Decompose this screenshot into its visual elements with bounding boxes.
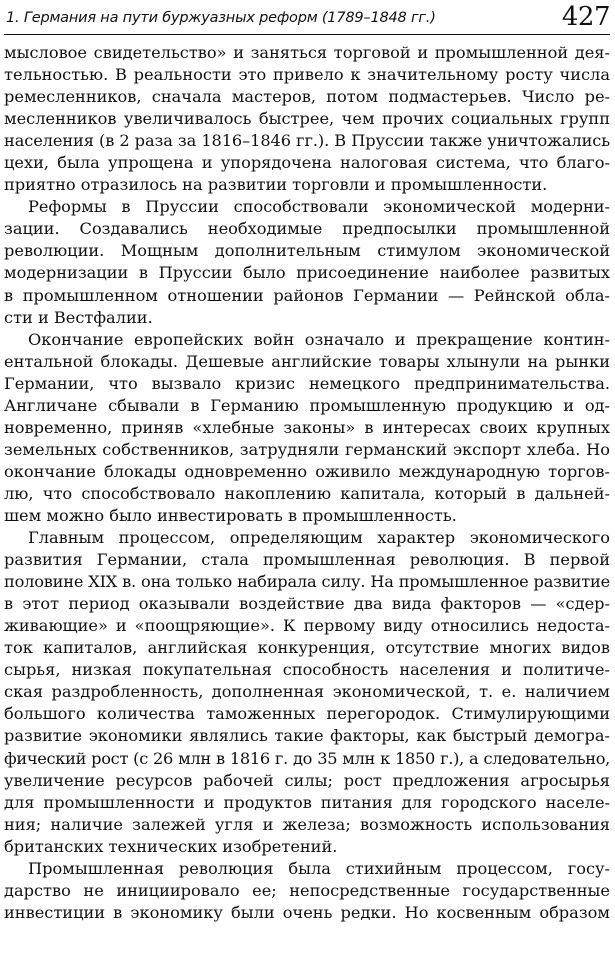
text-line: цехи, была упрощена и упорядочена налоговая система, что благо- (4, 153, 610, 173)
body-text (4, 42, 610, 924)
text-line: ремесленников, сначала мастеров, потом подмастерьев. Число ре- (4, 87, 610, 107)
text-line: сти и Вестфалии. (4, 307, 153, 327)
text-line: революции. Мощным дополнительным стимулом экономической (4, 241, 610, 261)
text-line: в этот период оказывали воздействие два вида факторов — «сдер- (4, 594, 610, 614)
text-line: половине XIX в. она только набирала силу. На промышленное развитие (4, 572, 610, 592)
paragraph-first-line: Реформы в Пруссии способствовали экономической модерни- (28, 197, 610, 217)
text-line: сырья, низкая покупательная способность населения и политиче- (4, 660, 610, 680)
running-title: 1. Германия на пути буржуазных реформ (1789–1848 гг.) (6, 10, 436, 26)
text-line: приятно отразилось на развитии торговли и промышленности. (4, 175, 548, 195)
text-line: увеличение ресурсов рабочей силы; рост предложения агросырья (4, 770, 610, 790)
text-line: тельностью. В реальности это привело к значительному росту числа (4, 65, 610, 85)
text-line: в промышленном отношении районов Германии — Рейнской обла- (4, 285, 610, 305)
text-line: британских технических изобретений. (4, 836, 338, 856)
text-line: живающие» и «поощряющие». К первому виду относились недоста- (4, 616, 610, 636)
text-line: населения (в 2 раза за 1816–1846 гг.). В Пруссии также уничтожались (4, 131, 610, 151)
text-line: мысловое свидетельство» и заняться торговой и промышленной дея- (4, 43, 610, 62)
text-line: зации. Создавались необходимые предпосылки промышленной (4, 219, 610, 239)
text-line: окончание блокады одновременно оживило международную торгов- (4, 461, 610, 481)
text-line: модернизации в Пруссии было присоединение наиболее развитых (4, 263, 610, 283)
text-line: для промышленности и продуктов питания для городского населе- (4, 792, 610, 812)
paragraph-first-line: Промышленная революция была стихийным процессом, госу- (28, 858, 610, 878)
text-line: инвестиции в экономику были очень редки. Но косвенным образом (4, 902, 610, 922)
text-line: новременно, приняв «хлебные законы» в интересах своих крупных (4, 417, 610, 437)
paragraph-first-line: Главным процессом, определяющим характер экономического (28, 528, 610, 548)
page-number: 427 (561, 2, 610, 32)
text-line: ская раздробленность, дополненная экономической, т. е. наличием (4, 682, 610, 702)
text-line: ния; наличие залежей угля и железа; возможность использования (4, 814, 610, 834)
running-header (4, 4, 610, 35)
text-line: земельных собственников, затрудняли германский экспорт хлеба. Но (4, 439, 610, 459)
text-line: дарство не инициировало ее; непосредственные государственные (4, 880, 610, 900)
text-line: развитие экономики являлись такие факторы, как быстрый демогра- (4, 726, 610, 746)
text-line: ентальной блокады. Дешевые английские товары хлынули на рынки (4, 351, 610, 371)
text-line: Германии, что вызвало кризис немецкого предпринимательства. (4, 373, 610, 393)
text-line: развития Германии, стала промышленная революция. В первой (4, 550, 610, 570)
text-line: Англичане сбывали в Германию промышленную продукцию и од- (4, 395, 610, 415)
paragraph-first-line: Окончание европейских войн означало и прекращение контин- (28, 329, 610, 349)
text-line: большого количества таможенных перегородок. Стимулирующими (4, 704, 610, 724)
text-line: фический рост (с 26 млн в 1816 г. до 35 млн к 1850 г.), а следовательно, (4, 748, 610, 768)
text-line: лю, что способствовало накоплению капитала, который в дальней- (4, 483, 610, 503)
text-line: ток капиталов, английская конкуренция, отсутствие многих видов (4, 638, 610, 658)
text-line: шем можно было инвестировать в промышленность. (4, 505, 457, 525)
text-line: месленников увеличивалось быстрее, чем прочих социальных групп (4, 109, 610, 129)
